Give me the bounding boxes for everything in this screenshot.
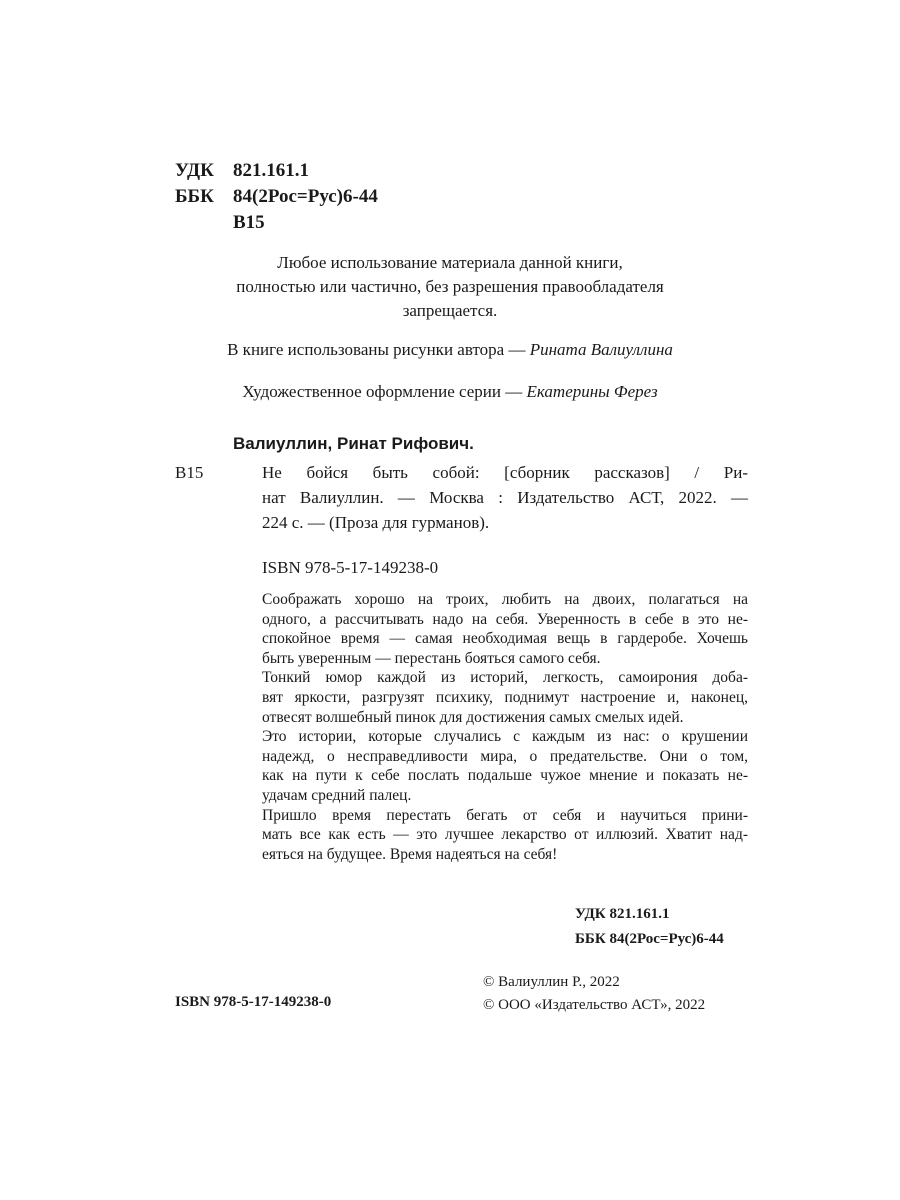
design-credit-name: Екатерины Ферез [526,382,658,401]
udk-line [175,158,309,184]
rights-notice-line: полностью или частично, без разрешения правообладателя [236,277,664,296]
bib-line: нат Валиуллин. — Москва : Издательство АСТ, 2022. — [262,488,748,507]
annotation-line: еяться на будущее. Время надеяться на себя! [262,845,558,863]
annotation-line: спокойное время — самая необходимая вещь в гардеробе. Хочешь [262,630,748,648]
annotation-line: как на пути к себе послать подальше чужое мнение и показать не- [262,767,748,785]
illustrations-credit-text: В книге использованы рисунки автора — [227,340,530,359]
illustrations-credit [150,338,750,362]
bib-line: Не бойся быть собой: [сборник рассказов] / Ри- [262,463,748,482]
annotation-line: Тонкий юмор каждой из историй, легкость, самоирония доба- [262,669,748,687]
annotation-line: удачам средний палец. [262,786,412,804]
annotation-line: надежд, о несправедливости мира, о предательстве. Они о том, [262,747,748,765]
annotation-line: Пришло время перестать бегать от себя и научиться прини- [262,806,748,824]
annotation-line: вят яркости, разгрузят психику, поднимут настроение и, наконец, [262,688,748,706]
copyright-author: © Валиуллин Р., 2022 [483,974,620,990]
footer-bbk: ББК 84(2Рос=Рус)6-44 [575,931,724,947]
annotation-line: Это истории, которые случались с каждым из нас: о крушении [262,728,748,746]
annotation-line: быть уверенным — перестань бояться самого себя. [262,649,601,667]
isbn-entry: ISBN 978-5-17-149238-0 [262,558,439,577]
author-mark-top: В15 [233,212,265,233]
udk-label: УДК [175,160,214,181]
bib-line: 224 с. — (Проза для гурманов). [262,513,490,532]
annotation [262,590,748,864]
udk-value: 821.161.1 [233,160,309,181]
annotation-line: Соображать хорошо на троих, любить на двоих, полагаться на [262,591,748,608]
design-credit [150,380,750,404]
rights-notice-line: Любое использование материала данной книги, [277,253,623,272]
footer-udk: УДК 821.161.1 [575,906,670,922]
rights-notice-line: запрещается. [402,301,498,320]
bibliographic-description [262,460,748,535]
copyright-publisher: © ООО «Издательство АСТ», 2022 [483,997,706,1013]
author-mark: В15 [175,463,204,482]
bbk-line [175,184,378,210]
author-heading: Валиуллин, Ринат Рифович. [233,434,474,453]
annotation-line: мать все как есть — это лучшее лекарство от иллюзий. Хватит над- [262,826,748,844]
annotation-line: отвесят волшебный пинок для достижения самых смелых идей. [262,708,684,726]
annotation-line: одного, а рассчитывать надо на себя. Уверенность в себе в это не- [262,610,748,628]
illustrations-credit-name: Рината Валиуллина [529,340,673,359]
rights-notice [150,251,750,323]
bbk-label: ББК [175,186,214,207]
bbk-value: 84(2Рос=Рус)6-44 [233,186,378,207]
footer-isbn: ISBN 978-5-17-149238-0 [175,994,332,1010]
design-credit-text: Художественное оформление серии — [242,382,527,401]
